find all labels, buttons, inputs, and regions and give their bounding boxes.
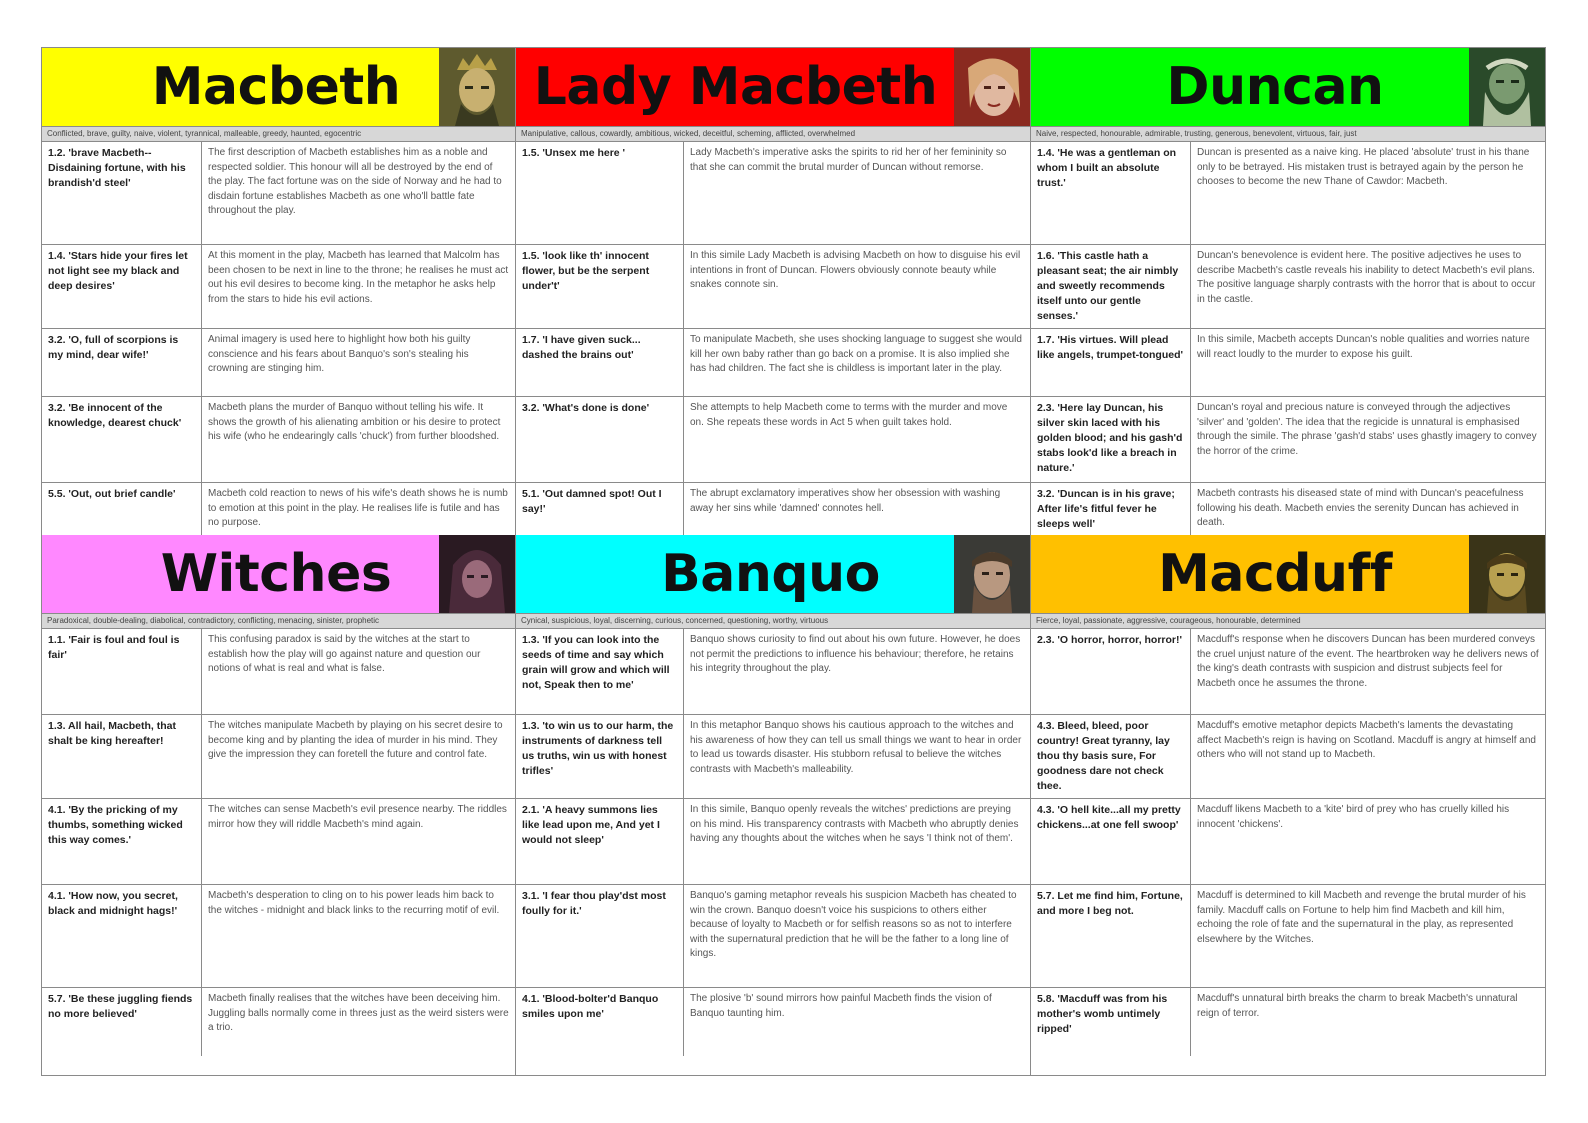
- analysis-cell: The plosive 'b' sound mirrors how painful Macbeth finds the vision of Banquo taunting him.: [690, 993, 992, 1019]
- table-row: [1031, 329, 1545, 397]
- quote-cell: 5.7. 'Be these juggling fiends no more believed': [42, 988, 202, 1056]
- quote-cell: 1.5. 'look like th' innocent flower, but be the serpent under't': [516, 245, 684, 328]
- analysis-cell: Macbeth plans the murder of Banquo without telling his wife. It shows the growth of his alienating ambition or his desire to protect his wife (who he endearingly calls 'chuck') from further bloodshed.: [208, 402, 501, 442]
- quote-cell: 1.4. 'Stars hide your fires let not light see my black and deep desires': [42, 245, 202, 328]
- lady-macbeth-portrait-icon: [954, 48, 1030, 126]
- panel-banquo: [516, 535, 1031, 1075]
- analysis-cell: Animal imagery is used here to highlight how both his guilty conscience and his fears about Banquo's son's stealing his crowning are stinging him.: [208, 334, 471, 374]
- banner-banquo: [516, 535, 1030, 614]
- quote-cell: 2.3. 'O horror, horror, horror!': [1031, 629, 1191, 714]
- table-row: [42, 397, 515, 483]
- title-banquo: Banquo: [661, 544, 880, 604]
- analysis-cell: Banquo's gaming metaphor reveals his suspicion Macbeth has cheated to win the crown. Banquo doesn't voice his suspicions to others either because of loyalty to Macbeth or for selfish reasons so as not to interfere with the supernatural prediction that he will be the father to a long line of kings.: [690, 890, 1017, 959]
- table-row: [1031, 142, 1545, 245]
- analysis-cell: The first description of Macbeth establishes him as a noble and respected soldier. This honour will all be destroyed by the end of the play. The fact fortune was on the side of Norway and he had to disdain fortune establishes Macbeth as one who'll battle fate throughout the play.: [208, 147, 502, 216]
- banner-witches: [42, 535, 515, 614]
- analysis-cell: Banquo shows curiosity to find out about his own future. However, he does not permit the predictions to influence his behaviour; therefore, he retains his integrity throughout the play.: [690, 634, 1021, 674]
- table-row: [516, 329, 1030, 397]
- quote-cell: 4.3. 'O hell kite...all my pretty chickens...at one fell swoop': [1031, 799, 1191, 884]
- quote-cell: 3.2. 'Duncan is in his grave; After life's fitful fever he sleeps well': [1031, 483, 1191, 535]
- panel-witches: [42, 535, 516, 1075]
- table-row: [42, 885, 515, 988]
- keywords-macbeth: Conflicted, brave, guilty, naive, violent, tyrannical, malleable, greedy, haunted, egocentric: [42, 127, 515, 142]
- analysis-cell: The abrupt exclamatory imperatives show her obsession with washing away her sins while 'damned' connotes hell.: [690, 488, 1001, 514]
- table-row: [42, 245, 515, 329]
- quote-cell: 1.3. 'If you can look into the seeds of time and say which grain will grow and which will not, Speak then to me': [516, 629, 684, 714]
- quote-cell: 1.7. 'I have given suck... dashed the brains out': [516, 329, 684, 396]
- panel-duncan: [1031, 48, 1545, 535]
- quote-cell: 3.2. 'What's done is done': [516, 397, 684, 482]
- analysis-cell: Macduff likens Macbeth to a 'kite' bird of prey who has cruelly killed his innocent 'chickens'.: [1197, 804, 1510, 830]
- table-row: [1031, 988, 1545, 1056]
- keywords-macduff: Fierce, loyal, passionate, aggressive, courageous, honourable, determined: [1031, 614, 1545, 629]
- analysis-cell: Lady Macbeth's imperative asks the spirits to rid her of her femininity so that she can commit the brutal murder of Duncan without remorse.: [690, 147, 1007, 173]
- table-row: [42, 988, 515, 1056]
- table-row: [1031, 885, 1545, 988]
- quote-cell: 2.1. 'A heavy summons lies like lead upon me, And yet I would not sleep': [516, 799, 684, 884]
- banner-duncan: [1031, 48, 1545, 127]
- quote-cell: 2.3. 'Here lay Duncan, his silver skin laced with his golden blood; and his gash'd stabs look'd like a breach in nature.': [1031, 397, 1191, 482]
- quote-cell: 1.2. 'brave Macbeth-- Disdaining fortune, with his brandish'd steel': [42, 142, 202, 244]
- banner-macbeth: [42, 48, 515, 127]
- quote-cell: 4.1. 'How now, you secret, black and midnight hags!': [42, 885, 202, 987]
- analysis-cell: At this moment in the play, Macbeth has learned that Malcolm has been chosen to be next in line to the throne; he realises he must act out his evil desires to become king. In the metaphor he asks help from the stars to hide his evil actions.: [208, 250, 509, 305]
- analysis-cell: She attempts to help Macbeth come to terms with the murder and move on. She repeats these words in Act 5 when guilt takes hold.: [690, 402, 1008, 428]
- table-row: [1031, 799, 1545, 885]
- keywords-duncan: Naive, respected, honourable, admirable, trusting, generous, benevolent, virtuous, fair, just: [1031, 127, 1545, 142]
- macduff-portrait-icon: [1469, 535, 1545, 613]
- table-row: [42, 715, 515, 799]
- analysis-cell: The witches can sense Macbeth's evil presence nearby. The riddles mirror how they will riddle Macbeth's mind again.: [208, 804, 507, 830]
- duncan-portrait-icon: [1469, 48, 1545, 126]
- analysis-cell: In this simile Lady Macbeth is advising Macbeth on how to disguise his evil intentions in front of Duncan. Flowers obviously connote beauty while snakes connote sin.: [690, 250, 1021, 290]
- analysis-cell: Macduff's emotive metaphor depicts Macbeth's laments the devastating affect Macbeth's reign is having on Scotland. Macduff is angry at himself and others who will not stand up to Macbeth.: [1197, 720, 1536, 760]
- banquo-portrait-icon: [954, 535, 1030, 613]
- analysis-cell: Macbeth's desperation to cling on to his power leads him back to the witches - midnight and black links to the recurring motif of evil.: [208, 890, 500, 916]
- analysis-cell: Macduff's response when he discovers Duncan has been murdered conveys the cruel unjust nature of the event. The heartbroken way he delivers news of the king's death contrasts with suspicion and distrust subjects feel for Macbeth once he assumes the throne.: [1197, 634, 1539, 689]
- analysis-cell: Duncan is presented as a naive king. He placed 'absolute' trust in his thane only to be betrayed. His mistaken trust is betrayed again by the person he chooses to become the new Thane of Cawdor: Macbeth.: [1197, 147, 1530, 187]
- analysis-cell: Macbeth contrasts his diseased state of mind with Duncan's peacefulness following his death. Macbeth envies the serenity Duncan has achieved in death.: [1197, 488, 1524, 528]
- panel-macduff: [1031, 535, 1545, 1075]
- analysis-cell: This confusing paradox is said by the witches at the start to establish how the play will go against nature and question our notions of what is real and what is false.: [208, 634, 481, 674]
- keywords-banquo: Cynical, suspicious, loyal, discerning, curious, concerned, questioning, worthy, virtuous: [516, 614, 1030, 629]
- table-row: [516, 142, 1030, 245]
- table-row: [516, 397, 1030, 483]
- analysis-cell: Macbeth finally realises that the witches have been deceiving him. Juggling balls normally come in threes just as the weird sisters were a trio.: [208, 993, 509, 1033]
- quote-cell: 3.2. 'Be innocent of the knowledge, dearest chuck': [42, 397, 202, 482]
- banner-lady-macbeth: [516, 48, 1030, 127]
- panel-macbeth: [42, 48, 516, 535]
- banner-macduff: [1031, 535, 1545, 614]
- quote-cell: 1.3. 'to win us to our harm, the instruments of darkness tell us truths, win us with honest trifles': [516, 715, 684, 798]
- analysis-cell: Macbeth cold reaction to news of his wife's death shows he is numb to emotion at this point in the play. He realises life is futile and has no purpose.: [208, 488, 508, 528]
- analysis-cell: Macduff's unnatural birth breaks the charm to break Macbeth's unnatural reign of terror.: [1197, 993, 1518, 1019]
- quote-cell: 1.6. 'This castle hath a pleasant seat; the air nimbly and sweetly recommends itself unto our gentle senses.': [1031, 245, 1191, 328]
- keywords-witches: Paradoxical, double-dealing, diabolical, contradictory, conflicting, menacing, sinister, prophetic: [42, 614, 515, 629]
- quote-cell: 5.5. 'Out, out brief candle': [42, 483, 202, 535]
- macbeth-portrait-icon: [439, 48, 515, 126]
- table-row: [516, 483, 1030, 535]
- title-witches: Witches: [160, 544, 392, 604]
- title-duncan: Duncan: [1166, 57, 1384, 117]
- table-row: [1031, 397, 1545, 483]
- analysis-cell: In this metaphor Banquo shows his cautious approach to the witches and his awareness of how they can tell us small things we want to hear in order to lead us towards disaster. His stubborn refusal to believe the witches contrasts with Macbeth's malleability.: [690, 720, 1022, 775]
- analysis-cell: Macduff is determined to kill Macbeth and revenge the brutal murder of his family. Macduff calls on Fortune to help him find Macbeth and kill him, echoing the role of fate and the supernatural in the play, as represented elsewhere by the Witches.: [1197, 890, 1526, 945]
- analysis-cell: Duncan's royal and precious nature is conveyed through the adjectives 'silver' and 'golden'. The idea that the regicide is unnatural is emphasised through the simile. The phrase 'gash'd stabs' uses ghastly imagery to convey the horror of the crime.: [1197, 402, 1537, 457]
- quote-cell: 5.8. 'Macduff was from his mother's womb untimely ripped': [1031, 988, 1191, 1056]
- quote-cell: 1.1. 'Fair is foul and foul is fair': [42, 629, 202, 714]
- quote-cell: 3.2. 'O, full of scorpions is my mind, dear wife!': [42, 329, 202, 396]
- quote-cell: 1.7. 'His virtues. Will plead like angels, trumpet-tongued': [1031, 329, 1191, 396]
- title-lady-macbeth: Lady Macbeth: [533, 57, 938, 117]
- analysis-cell: Duncan's benevolence is evident here. The positive adjectives he uses to describe Macbeth's castle reveals his inability to detect Macbeth's evil plans. The positive language sharply contrasts with the horror that is about to occur in the castle.: [1197, 250, 1536, 305]
- analysis-cell: In this simile, Macbeth accepts Duncan's noble qualities and worries nature will react loudly to the murder to expose his guilt.: [1197, 334, 1530, 360]
- table-row: [1031, 629, 1545, 715]
- quote-cell: 4.3. Bleed, bleed, poor country! Great tyranny, lay thou thy basis sure, For goodness dare not check thee.: [1031, 715, 1191, 798]
- table-row: [42, 329, 515, 397]
- title-macbeth: Macbeth: [151, 57, 401, 117]
- table-row: [516, 885, 1030, 988]
- table-row: [1031, 715, 1545, 799]
- quote-cell: 1.5. 'Unsex me here ': [516, 142, 684, 244]
- quote-cell: 5.1. 'Out damned spot! Out I say!': [516, 483, 684, 535]
- table-row: [516, 245, 1030, 329]
- table-row: [42, 629, 515, 715]
- table-row: [1031, 245, 1545, 329]
- table-row: [516, 629, 1030, 715]
- table-row: [516, 799, 1030, 885]
- witch-portrait-icon: [439, 535, 515, 613]
- keywords-lady-macbeth: Manipulative, callous, cowardly, ambitious, wicked, deceitful, scheming, afflicted, overwhelmed: [516, 127, 1030, 142]
- quote-cell: 3.1. 'I fear thou play'dst most foully for it.': [516, 885, 684, 987]
- character-quote-sheet: [41, 47, 1546, 1076]
- quote-cell: 1.4. 'He was a gentleman on whom I built an absolute trust.': [1031, 142, 1191, 244]
- quote-cell: 4.1. 'Blood-bolter'd Banquo smiles upon me': [516, 988, 684, 1056]
- analysis-cell: To manipulate Macbeth, she uses shocking language to suggest she would kill her own baby rather than go back on a promise. It is also implied she has had children. The fact she is childless is important later in the play.: [690, 334, 1022, 374]
- table-row: [42, 799, 515, 885]
- quote-cell: 5.7. Let me find him, Fortune, and more I beg not.: [1031, 885, 1191, 987]
- table-row: [516, 715, 1030, 799]
- quote-cell: 4.1. 'By the pricking of my thumbs, something wicked this way comes.': [42, 799, 202, 884]
- analysis-cell: In this simile, Banquo openly reveals the witches' predictions are preying on his mind. His transparency contrasts with Macbeth who abruptly denies having any thoughts about the witches when he says 'I think not of them'.: [690, 804, 1019, 844]
- quote-cell: 1.3. All hail, Macbeth, that shalt be king hereafter!: [42, 715, 202, 798]
- table-row: [1031, 483, 1545, 535]
- analysis-cell: The witches manipulate Macbeth by playing on his secret desire to become king and by planting the idea of murder in his mind. They give the impression they can foretell the future and control fate.: [208, 720, 503, 760]
- panel-lady-macbeth: [516, 48, 1031, 535]
- table-row: [516, 988, 1030, 1056]
- title-macduff: Macduff: [1158, 544, 1392, 604]
- table-row: [42, 483, 515, 535]
- table-row: [42, 142, 515, 245]
